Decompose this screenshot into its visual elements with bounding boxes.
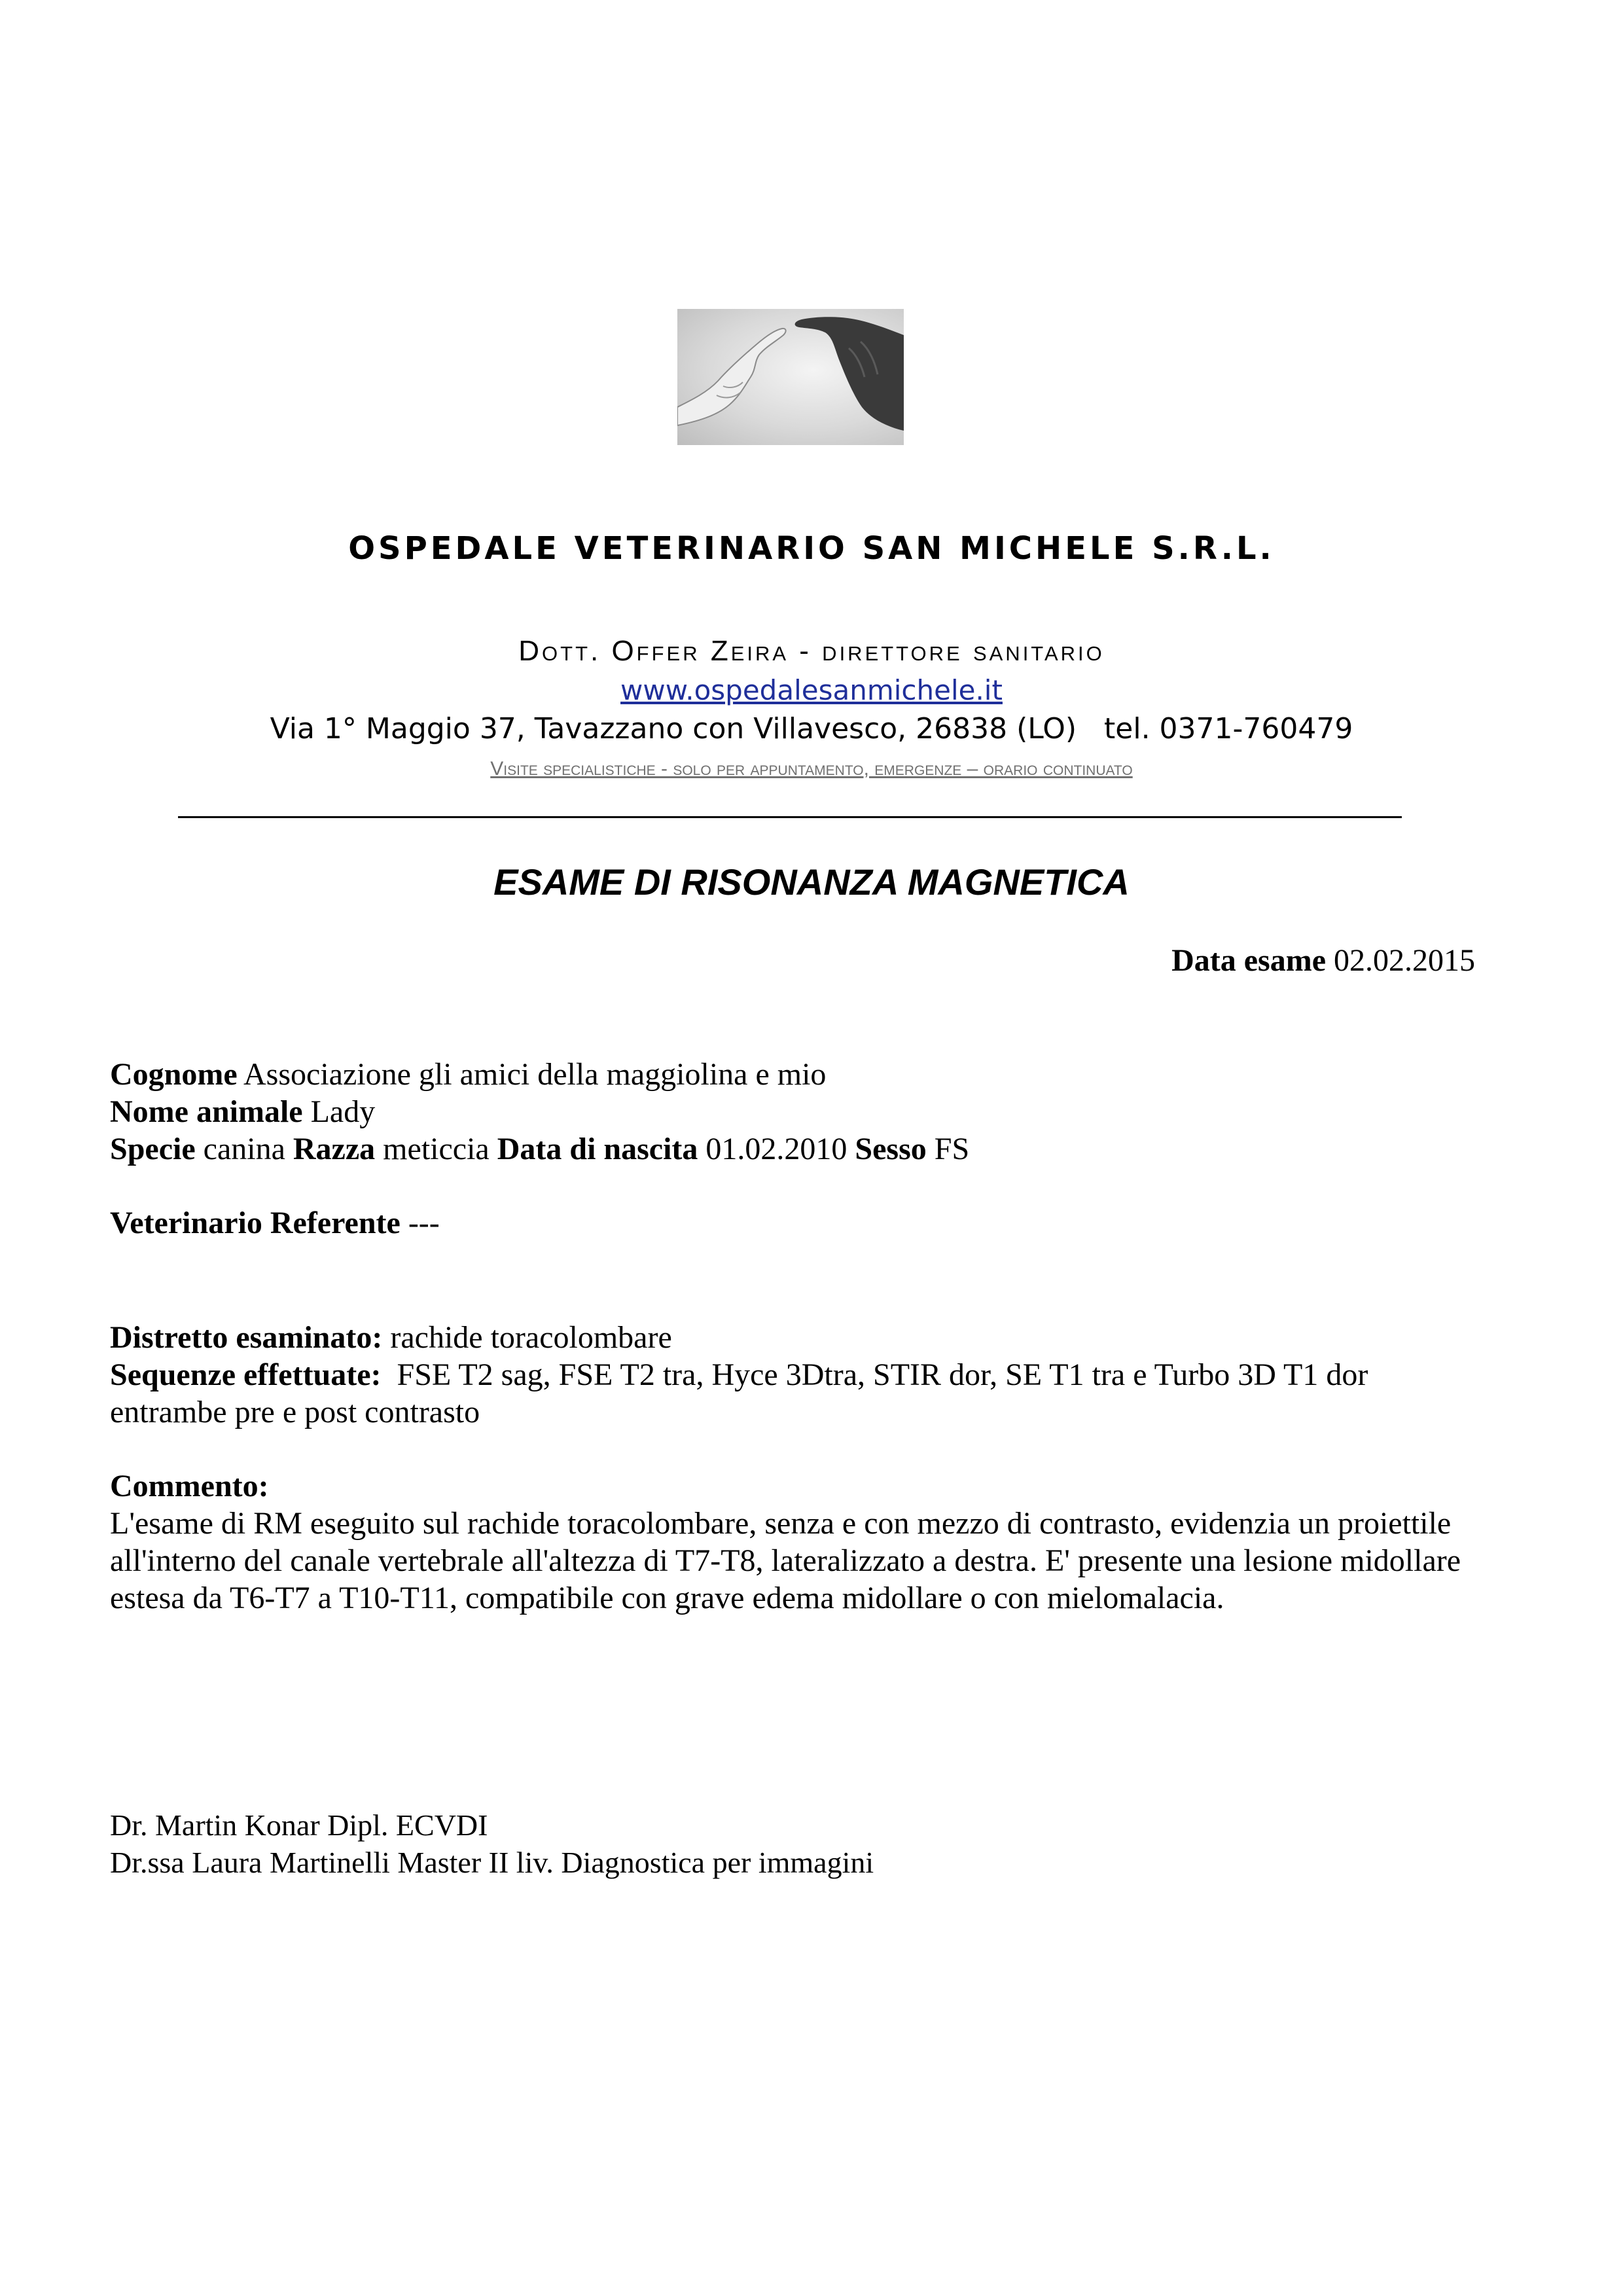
animal-name-label: Nome animale [110,1094,303,1129]
referring-vet-label: Veterinario Referente [110,1206,401,1240]
comment-label: Commento: [110,1469,269,1503]
signature-1: Dr. Martin Konar Dipl. ECVDI [110,1808,488,1842]
website-link[interactable]: www.ospedalesanmichele.it [620,674,1003,706]
species-line [110,1130,969,1168]
sequences-block [110,1356,1471,1431]
breed-label: Razza [293,1132,376,1166]
exam-date-value: 02.02.2015 [1334,943,1475,978]
animal-name-value: Lady [310,1094,376,1129]
birth-date-value: 01.02.2010 [705,1132,847,1166]
exam-date-label: Data esame [1171,943,1326,978]
address-line [0,712,1623,745]
organization-name: OSPEDALE VETERINARIO SAN MICHELE S.R.L. [348,530,1275,567]
district-value: rachide toracolombare [390,1320,672,1355]
exam-date [1171,942,1475,978]
visits-note: Visite specialistiche - solo per appuntamento, emergenze – orario continuato [490,758,1133,780]
sequences-value: FSE T2 sag, FSE T2 tra, Hyce 3Dtra, STIR dor, SE T1 tra e Turbo 3D T1 dor entrambe pre e post contrasto [110,1357,1368,1429]
referring-vet-value: --- [408,1206,440,1240]
species-value: canina [203,1132,285,1166]
phone-number: tel. 0371-760479 [1104,712,1353,745]
district-label: Distretto esaminato: [110,1320,383,1355]
touching-hands-icon [677,309,904,445]
sex-value: FS [934,1132,970,1166]
sex-label: Sesso [855,1132,927,1166]
surname-value: Associazione gli amici della maggiolina e mio [243,1057,827,1092]
species-label: Specie [110,1132,196,1166]
surname-line [110,1056,826,1093]
comment-text: L'esame di RM eseguito sul rachide toracolombare, senza e con mezzo di contrasto, evidenzia un proiettile all'interno del canale vertebrale all'altezza di T7-T8, lateralizzato a destra. E' presente una lesione midollare estesa da T6-T7 a T10-T11, compatibile con grave edema midollare o con mielomalacia. [110,1506,1461,1615]
animal-name-line [110,1093,375,1130]
birth-date-label: Data di nascita [497,1132,698,1166]
document-title: ESAME DI RISONANZA MAGNETICA [493,861,1130,903]
district-line [110,1319,672,1356]
surname-label: Cognome [110,1057,238,1092]
sequences-label: Sequenze effettuate: [110,1357,382,1392]
breed-value: meticcia [383,1132,490,1166]
director-line: Dott. Offer Zeira - direttore sanitario [518,635,1105,667]
header-divider [178,816,1402,818]
address-text: Via 1° Maggio 37, Tavazzano con Villavesco, 26838 (LO) [270,712,1077,745]
referring-vet-line [110,1204,440,1242]
signature-2: Dr.ssa Laura Martinelli Master II liv. Diagnostica per immagini [110,1846,874,1879]
